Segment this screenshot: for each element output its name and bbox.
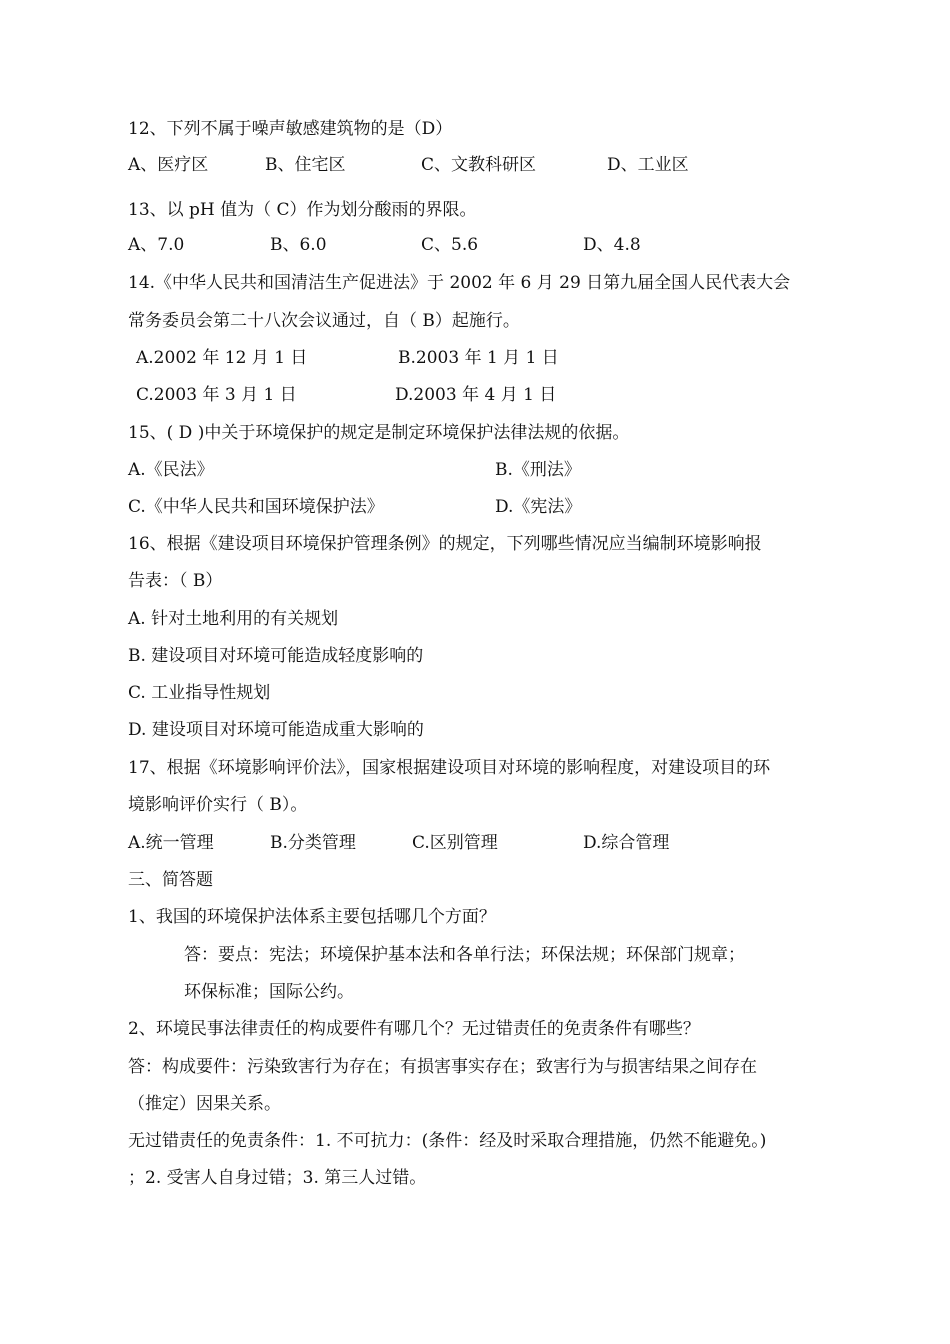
- q13-option-c: C、5.6: [421, 235, 479, 255]
- q15-option-d: D.《宪法》: [495, 497, 582, 517]
- q17-stem-line1: 17、根据《环境影响评价法》，国家根据建设项目对环境的影响程度，对建设项目的环: [128, 758, 771, 778]
- q14-option-b: B.2003 年 1 月 1 日: [398, 348, 559, 368]
- short-answer-1-answer-line2: 环保标准；国际公约。: [184, 982, 354, 1002]
- q15-option-c: C.《中华人民共和国环境保护法》: [128, 497, 384, 517]
- q12-option-a: A、医疗区: [128, 155, 209, 175]
- q12-option-c: C、文教科研区: [421, 155, 537, 175]
- q12-option-d: D、工业区: [607, 155, 689, 175]
- q15-option-b: B.《刑法》: [495, 460, 581, 480]
- q12-option-b: B、住宅区: [265, 155, 346, 175]
- q17-option-d: D.综合管理: [583, 833, 670, 853]
- short-answer-2-answer-line4: ；2. 受害人自身过错；3. 第三人过错。: [128, 1168, 427, 1188]
- q16-option-d: D. 建设项目对环境可能造成重大影响的: [128, 720, 424, 740]
- q16-stem-line2: 告表：（ B）: [128, 571, 223, 591]
- q17-stem-line2: 境影响评价实行（ B）。: [128, 795, 308, 815]
- q17-option-a: A.统一管理: [128, 833, 214, 853]
- q15-stem: 15、( D )中关于环境保护的规定是制定环境保护法律法规的依据。: [128, 423, 630, 443]
- q17-option-b: B.分类管理: [270, 833, 356, 853]
- section-title: 三、简答题: [128, 870, 213, 890]
- q14-option-d: D.2003 年 4 月 1 日: [395, 385, 557, 405]
- q13-option-d: D、4.8: [583, 235, 641, 255]
- q16-option-a: A. 针对土地利用的有关规划: [128, 609, 339, 629]
- q14-stem-line1: 14.《中华人民共和国清洁生产促进法》于 2002 年 6 月 29 日第九届全国人民代表大会: [128, 273, 791, 293]
- short-answer-2-question: 2、环境民事法律责任的构成要件有哪几个？无过错责任的免责条件有哪些？: [128, 1019, 700, 1039]
- q14-option-c: C.2003 年 3 月 1 日: [136, 385, 297, 405]
- q13-option-a: A、7.0: [128, 235, 185, 255]
- short-answer-2-answer-line3: 无过错责任的免责条件：1. 不可抗力：(条件：经及时采取合理措施，仍然不能避免。): [128, 1131, 767, 1151]
- q16-option-c: C. 工业指导性规划: [128, 683, 271, 703]
- q16-option-b: B. 建设项目对环境可能造成轻度影响的: [128, 646, 424, 666]
- q17-option-c: C.区别管理: [412, 833, 498, 853]
- q13-stem: 13、以 pH 值为（ C）作为划分酸雨的界限。: [128, 200, 477, 220]
- short-answer-2-answer-line2: （推定）因果关系。: [128, 1094, 281, 1114]
- q15-option-a: A.《民法》: [128, 460, 214, 480]
- q12-stem: 12、下列不属于噪声敏感建筑物的是（D）: [128, 119, 453, 139]
- q14-option-a: A.2002 年 12 月 1 日: [136, 348, 308, 368]
- short-answer-1-question: 1、我国的环境保护法体系主要包括哪几个方面？: [128, 907, 496, 927]
- short-answer-1-answer-line1: 答：要点：宪法；环境保护基本法和各单行法；环保法规；环保部门规章；: [184, 945, 745, 965]
- short-answer-2-answer-line1: 答：构成要件：污染致害行为存在；有损害事实存在；致害行为与损害结果之间存在: [128, 1057, 757, 1077]
- q13-option-b: B、6.0: [270, 235, 327, 255]
- q14-stem-line2: 常务委员会第二十八次会议通过，自（ B）起施行。: [128, 311, 520, 331]
- q16-stem-line1: 16、根据《建设项目环境保护管理条例》的规定，下列哪些情况应当编制环境影响报: [128, 534, 762, 554]
